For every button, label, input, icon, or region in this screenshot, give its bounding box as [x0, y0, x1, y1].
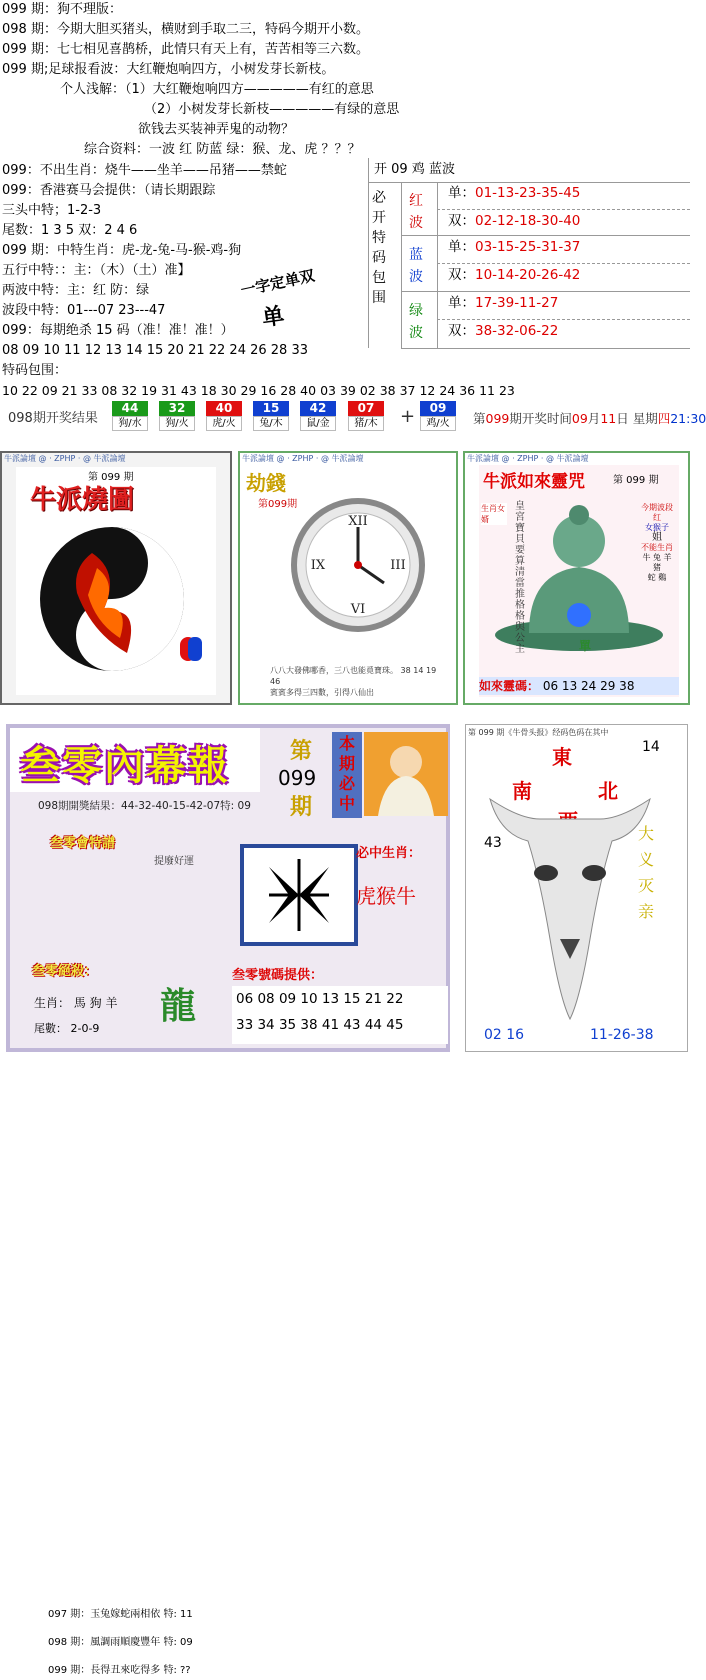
- ball-number: 44: [112, 401, 148, 416]
- panel4-history-row: 097 期：玉兔嫁蛇兩相依 特: 11: [48, 1609, 193, 1620]
- line-explain-2: （2）小树发芽长新枝—————有绿的意思: [144, 102, 400, 117]
- panel4-period: 099: [278, 766, 317, 790]
- panel2-nums: 38 14 19 46: [270, 666, 437, 686]
- ball-number: 42: [300, 401, 336, 416]
- ball-zodiac: 鸡/火: [420, 416, 456, 431]
- line-summary: 综合资料：一波 红 防蓝 绿：猴、龙、虎 ？？？: [84, 142, 361, 157]
- panel5-south: 南: [512, 779, 532, 803]
- line-question: 欲钱去买装神弄鬼的动物？: [138, 122, 295, 137]
- panel2-title: 劫錢: [246, 471, 286, 495]
- cow-skull-icon: [480, 789, 660, 1029]
- panel2-poem-2: 賓賓多得三四數，引得八仙出: [270, 688, 374, 697]
- panel4-nums-row2: 33 34 35 38 41 43 44 45: [236, 1017, 404, 1033]
- line-hk-jockey: 099：香港赛马会提供：（请长期跟踪: [2, 183, 216, 198]
- ball-number: 07: [348, 401, 384, 416]
- panel4-number-box: [232, 986, 448, 1044]
- ball-zodiac: 鼠/金: [300, 416, 336, 431]
- result-ball: [112, 401, 148, 429]
- wave-even-row: 双：02-12-18-30-40: [448, 213, 581, 229]
- panel4-history-row: 099 期：長得丑來吃得多 特: ??: [48, 1665, 191, 1676]
- panel3-border-text: 牛派論壇 @ · ZPHP · @ 牛派論壇: [467, 454, 589, 463]
- clock-icon: [288, 495, 428, 635]
- panel4-zodiacs: 虎猴牛: [356, 884, 416, 908]
- panel3-title: 牛派如來靈咒: [483, 472, 585, 492]
- ball-number: 15: [253, 401, 289, 416]
- panel3-nums: 06 13 24 29 38: [542, 679, 635, 693]
- panel4-kill-tail-row: 尾數： 2-0-9: [34, 1022, 100, 1035]
- wave-odd-row: 单：17-39-11-27: [448, 295, 559, 311]
- panel4-history-row: 098 期：風調雨順慶豐年 特: 09: [48, 1637, 193, 1648]
- wave-label: 红波: [409, 193, 423, 231]
- wave-odd-row: 单：03-15-25-31-37: [448, 239, 581, 255]
- panel4-nums-row1: 06 08 09 10 13 15 21 22: [236, 991, 404, 1007]
- panel5-bottom-left: 02 16: [484, 1027, 525, 1043]
- panel3-right-box: 今期波段 红 女猴子 姐 不能生肖 牛 兔 羊 猪 蛇 鷄: [641, 503, 673, 582]
- line-kill-15: 099：每期绝杀 15 码（准！准！准！）: [2, 323, 234, 338]
- ball-number: 09: [420, 401, 456, 416]
- panel4-must-zodiac-label: 必中生肖：: [356, 846, 422, 861]
- svg-text:XII: XII: [348, 514, 368, 529]
- single-double-answer: 单: [260, 302, 286, 332]
- ball-zodiac: 虎/火: [206, 416, 242, 431]
- ball-zodiac: 猪/木: [348, 416, 384, 431]
- line-two-waves: 两波中特：主：红 防：绿: [2, 283, 150, 298]
- panel5-side-text: 大 义 灭 亲: [638, 824, 655, 921]
- panel4-section1: 叁零會特譜: [50, 836, 116, 851]
- panel2-period: 第099期: [258, 499, 298, 510]
- panel5-n14: 14: [642, 739, 660, 755]
- result-label: 098期开奖结果: [8, 411, 98, 426]
- yin-yang-fire-icon: [32, 513, 212, 693]
- line-zodiac-pick: 099 期：中特生肖：虎-龙-兔-马-猴-鸡-狗: [2, 243, 242, 258]
- panel3-period: 第 099 期: [613, 475, 659, 486]
- panel1-border-text: 牛派論壇 @ · ZPHP · @ 牛派論壇: [4, 454, 126, 463]
- panel4-result-line: 098期開獎結果：44-32-40-15-42-07特: 09: [38, 800, 251, 812]
- single-double-label: 一字定单双: [239, 266, 317, 300]
- line-special-numbers: 10 22 09 21 33 08 32 19 31 43 18 30 29 16 28 40 03 39 02 38 37 12 24 36 11 23: [2, 383, 515, 398]
- single-double-handwriting: [239, 266, 317, 340]
- panel5-header: 第 099 期《牛骨头报》经码色码在其中: [468, 728, 609, 737]
- result-plus: +: [400, 406, 416, 427]
- panel4-qi: 期: [290, 794, 313, 820]
- ball-number: 40: [206, 401, 242, 416]
- panel3-left-tag: 生肖女婿: [481, 504, 505, 524]
- panel-robbery-clock: [238, 451, 458, 705]
- line-kill-numbers: 08 09 10 11 12 13 14 15 20 21 22 24 26 28 33: [2, 343, 308, 358]
- panel3-single: 單: [579, 639, 592, 653]
- line-title: 099 期：狗不理版：: [2, 2, 122, 17]
- panel4-dragon: 龍: [160, 985, 197, 1027]
- panel-burn-picture: [0, 451, 232, 705]
- result-ball: [420, 401, 456, 429]
- wave-odd-row: 单：01-13-23-35-45: [448, 185, 581, 201]
- panel3-number-bar: [479, 677, 679, 695]
- result-ball: [159, 401, 195, 429]
- wave-even-row: 双：10-14-20-26-42: [448, 267, 581, 283]
- panel2-border-text: 牛派論壇 @ · ZPHP · @ 牛派論壇: [242, 454, 364, 463]
- panel-insider-report: [6, 724, 450, 1676]
- panel2-poem-1: 八八大發佛哪香，三八也能覓寶珠。: [270, 666, 398, 675]
- line-special-title: 特码包围：: [2, 363, 68, 378]
- panel5-n43: 43: [484, 835, 502, 851]
- guanyin-image: [364, 732, 448, 816]
- wave-even-row: 双：38-32-06-22: [448, 323, 559, 339]
- wave-label: 蓝波: [409, 247, 423, 285]
- butterfly-icon: [244, 848, 354, 942]
- panel4-kill-zodiac-row: 生肖： 馬 狗 羊: [34, 996, 118, 1010]
- panel5-east: 東: [552, 745, 572, 769]
- panel4-nums-title: 叁零號碼提供：: [232, 968, 324, 983]
- line-no-zodiac: 099：不出生肖：烧牛——坐羊——吊猪——禁蛇: [2, 163, 287, 178]
- result-ball: [348, 401, 384, 429]
- panel3-verse: 皇宮寶貝要算清 當推格格與公主: [515, 501, 525, 655]
- line-099-riddle: 099 期：七七相见喜鹊桥，此情只有天上有，苦苦相等三六数。: [2, 42, 369, 57]
- line-tail-numbers: 尾数：1 3 5 双：2 4 6: [2, 223, 138, 238]
- result-ball: [253, 401, 289, 429]
- panel-cow-skull: [465, 724, 688, 1052]
- line-098-hint: 098 期：今期大胆买猪头，横财到手取二三，特码今期开小数。: [2, 22, 369, 37]
- ball-zodiac: 狗/火: [159, 416, 195, 431]
- panel1-period: 第 099 期: [88, 472, 134, 483]
- panel-tathagata-spell: [463, 451, 690, 705]
- result-ball: [300, 401, 336, 429]
- line-wave-range: 波段中特：01---07 23---47: [2, 303, 166, 318]
- panel4-must-hit: 本期必中: [332, 732, 362, 818]
- result-ball: [206, 401, 242, 429]
- line-explain-1: 个人浅解：（1）大红鞭炮响四方—————有红的意思: [60, 82, 374, 97]
- ball-number: 32: [159, 401, 195, 416]
- svg-text:VI: VI: [350, 602, 366, 617]
- ball-zodiac: 兔/木: [253, 416, 289, 431]
- wave-label: 绿波: [409, 303, 423, 341]
- draw-time: 第099期开奖时间09月11日 星期四21:30: [473, 411, 706, 426]
- wave-side-label: 必开特码包围: [372, 190, 386, 306]
- panel4-kill-title: 叁零絕殺：: [32, 964, 98, 979]
- wave-table-header: 开 09 鸡 蓝波: [374, 162, 455, 177]
- panel4-symbol-box: [240, 844, 358, 946]
- line-football: 099 期;足球报看波：大红鞭炮响四方，小树发芽长新枝。: [2, 62, 335, 77]
- svg-text:III: III: [390, 558, 406, 573]
- line-five-elements: 五行中特：：主：（木）（土）准】: [2, 263, 191, 278]
- panel1-title: 牛派燒圖: [30, 485, 135, 515]
- panel3-label: 如來靈碼：: [479, 679, 540, 693]
- line-head-numbers: 三头中特；1-2-3: [2, 203, 102, 218]
- panel5-north: 北: [598, 779, 618, 803]
- panel4-di: 第: [290, 738, 313, 764]
- ball-zodiac: 狗/水: [112, 416, 148, 431]
- svg-text:IX: IX: [310, 558, 326, 573]
- panel4-hint: 提廢好運: [154, 856, 194, 867]
- panel4-title: 叁零內幕報: [20, 742, 230, 789]
- panel5-bottom-right: 11-26-38: [590, 1027, 654, 1043]
